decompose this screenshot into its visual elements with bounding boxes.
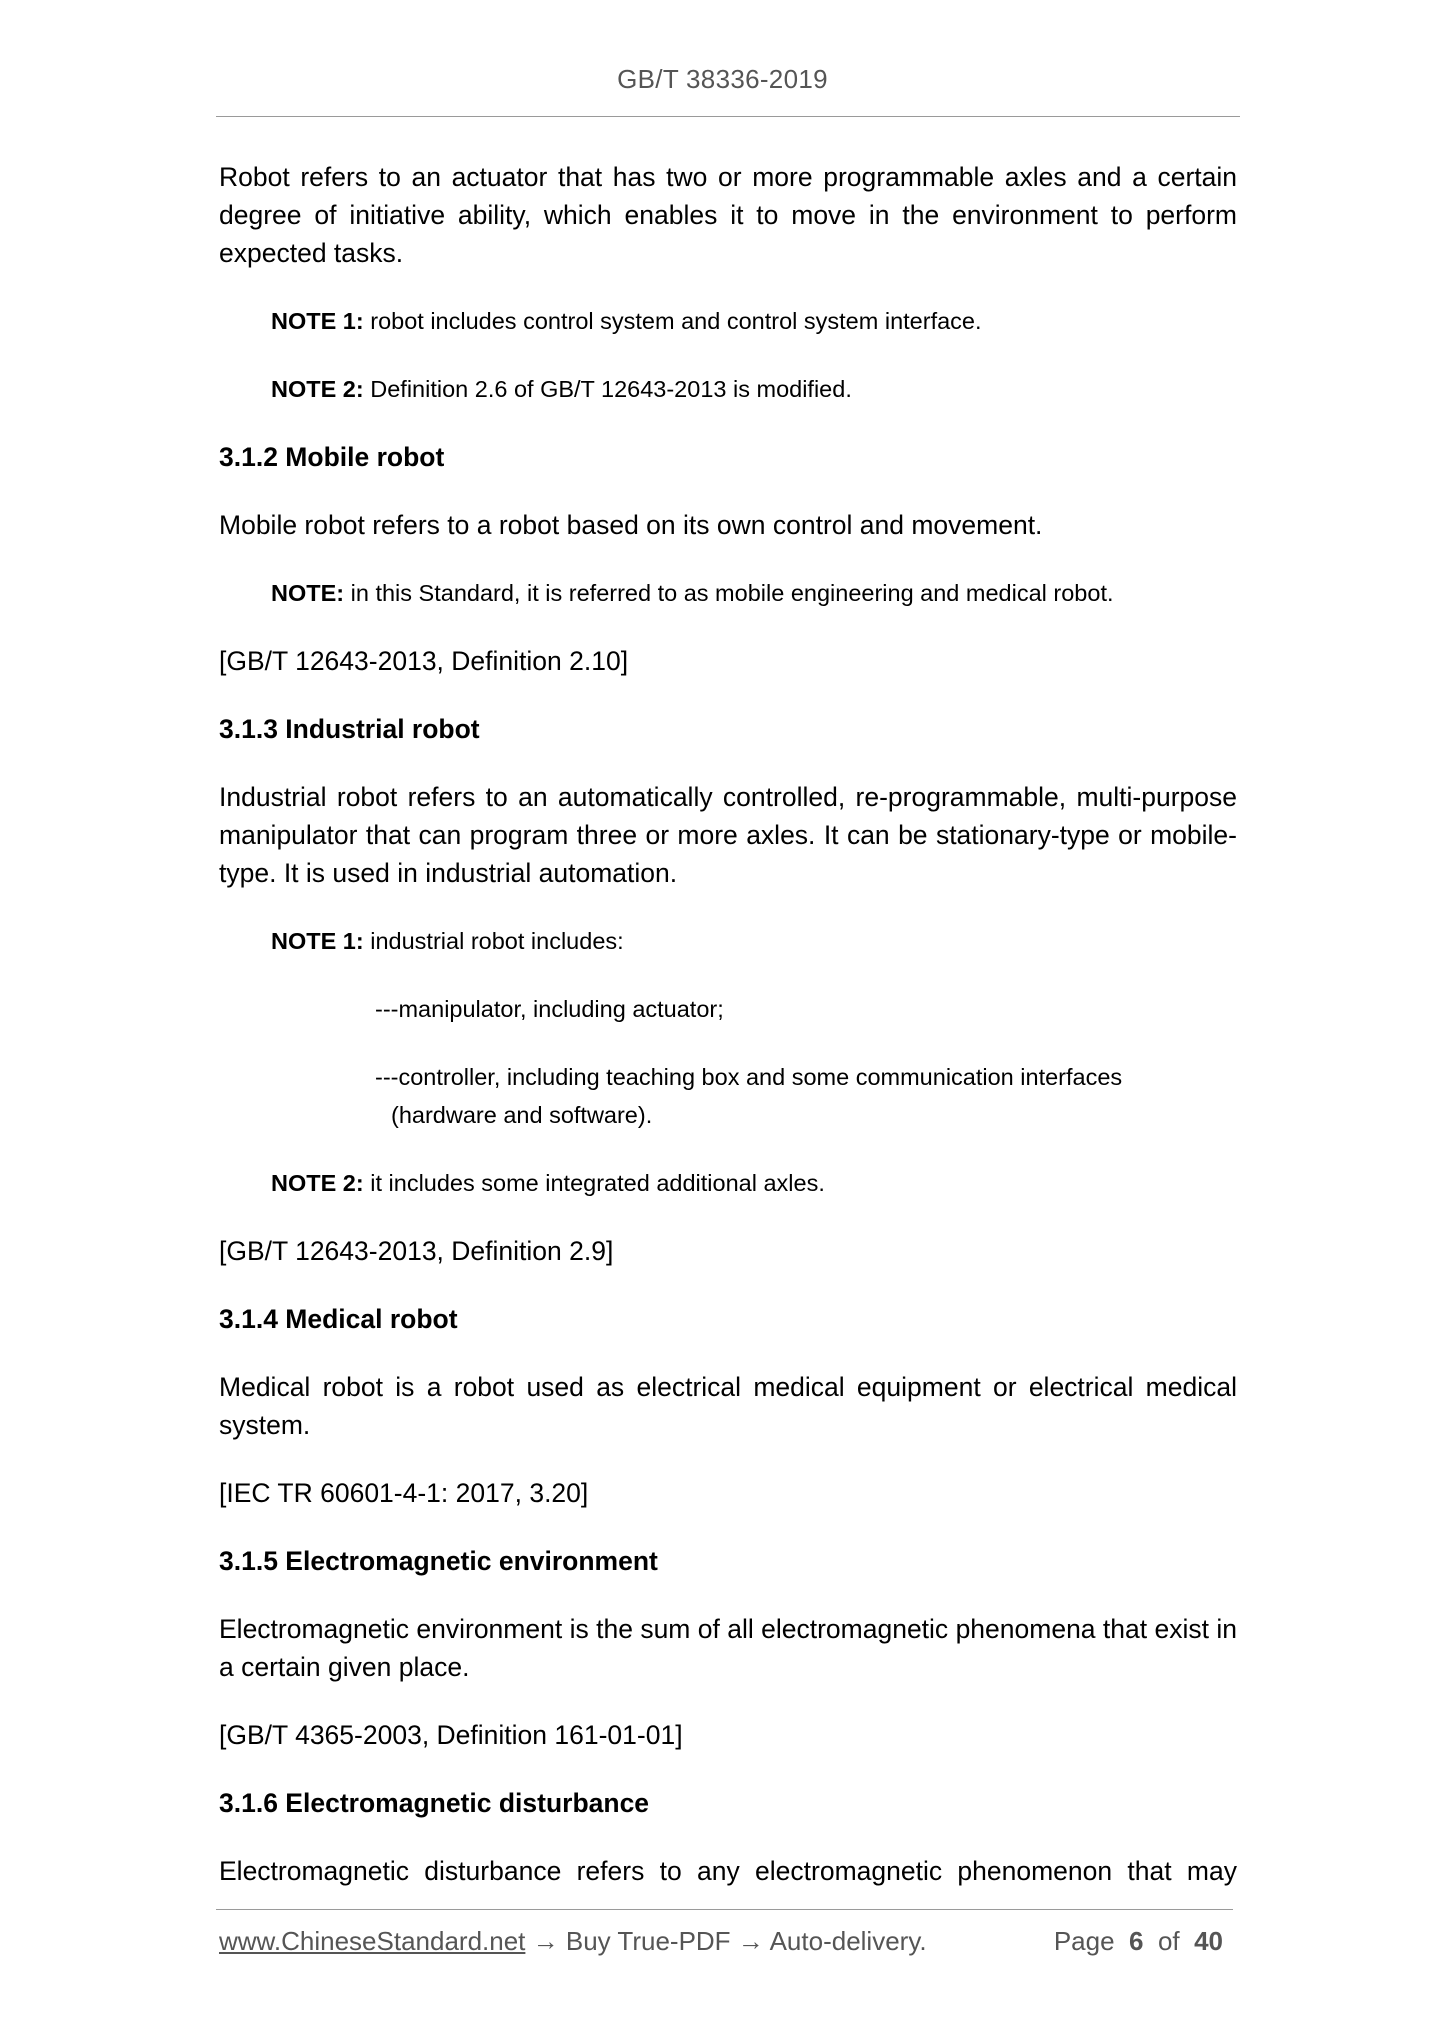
note-industrial-1 <box>271 922 1237 960</box>
page-number: 6 <box>1129 1926 1144 1956</box>
note-mobile-robot <box>271 574 1237 612</box>
arrow-right-icon: → <box>525 1926 566 1956</box>
dash-item-manipulator: ---manipulator, including actuator; <box>375 996 724 1022</box>
buy-text: Buy True-PDF <box>565 1926 731 1956</box>
section-heading-3-1-3: 3.1.3 Industrial robot <box>219 714 480 744</box>
page-indicator <box>1054 1926 1223 1957</box>
paragraph-mobile-robot: Mobile robot refers to a robot based on its own control and movement. <box>219 510 1043 540</box>
arrow-right-icon: → <box>730 1926 770 1956</box>
dash-text-line1: ---controller, including teaching box and some communication interfaces <box>375 1064 1123 1090</box>
paragraph-medical-robot: Medical robot is a robot used as electrical medical equipment or electrical medical system. <box>219 1372 1237 1440</box>
of-label: of <box>1157 1926 1180 1956</box>
dash-item-controller <box>375 1058 1237 1134</box>
dash-text-line2: (hardware and software). <box>391 1102 653 1128</box>
paragraph-robot-definition: Robot refers to an actuator that has two or more programmable axles and a certain degree of initiative ability, which enables it to move in the environment to perform expected tasks. <box>219 162 1237 268</box>
reference-3-1-2: [GB/T 12643-2013, Definition 2.10] <box>219 646 629 676</box>
section-heading-3-1-4: 3.1.4 Medical robot <box>219 1304 458 1334</box>
reference-3-1-4: [IEC TR 60601-4-1: 2017, 3.20] <box>219 1478 589 1508</box>
note-text: it includes some integrated additional axles. <box>363 1170 825 1196</box>
note-label: NOTE 2: <box>271 1170 364 1196</box>
note-label: NOTE 1: <box>271 308 364 334</box>
note-label: NOTE 2: <box>271 376 364 402</box>
section-heading-3-1-6: 3.1.6 Electromagnetic disturbance <box>219 1788 650 1818</box>
section-heading-3-1-5: 3.1.5 Electromagnetic environment <box>219 1546 658 1576</box>
note-1 <box>271 302 1237 340</box>
page-total: 40 <box>1194 1926 1223 1956</box>
document-body <box>219 158 1237 1920</box>
section-heading-3-1-2: 3.1.2 Mobile robot <box>219 442 445 472</box>
delivery-text: Auto-delivery. <box>769 1926 927 1956</box>
page-header-title: GB/T 38336-2019 <box>617 64 828 94</box>
reference-3-1-3: [GB/T 12643-2013, Definition 2.9] <box>219 1236 614 1266</box>
note-text: Definition 2.6 of GB/T 12643-2013 is modified. <box>363 376 852 402</box>
note-text: robot includes control system and control system interface. <box>363 308 982 334</box>
website-link[interactable]: www.ChineseStandard.net <box>219 1926 526 1956</box>
header-divider <box>216 116 1240 117</box>
note-industrial-2 <box>271 1164 1237 1202</box>
page-label: Page <box>1053 1926 1115 1956</box>
note-label: NOTE: <box>271 580 345 606</box>
reference-3-1-5: [GB/T 4365-2003, Definition 161-01-01] <box>219 1720 683 1750</box>
footer-promo <box>219 1926 927 1957</box>
note-text: in this Standard, it is referred to as mobile engineering and medical robot. <box>344 580 1114 606</box>
note-2 <box>271 370 1237 408</box>
note-label: NOTE 1: <box>271 928 364 954</box>
note-text: industrial robot includes: <box>363 928 624 954</box>
paragraph-industrial-robot: Industrial robot refers to an automatically controlled, re-programmable, multi-purpose manipulator that can program three or more axles. It can be stationary-type or mobile-type. It is used in industrial automation. <box>219 782 1237 888</box>
footer-divider <box>216 1909 1233 1910</box>
paragraph-electromagnetic-disturbance: Electromagnetic disturbance refers to any electromagnetic phenomenon that may <box>219 1856 1237 1886</box>
paragraph-electromagnetic-environment: Electromagnetic environment is the sum of all electromagnetic phenomena that exist in a certain given place. <box>219 1614 1237 1682</box>
